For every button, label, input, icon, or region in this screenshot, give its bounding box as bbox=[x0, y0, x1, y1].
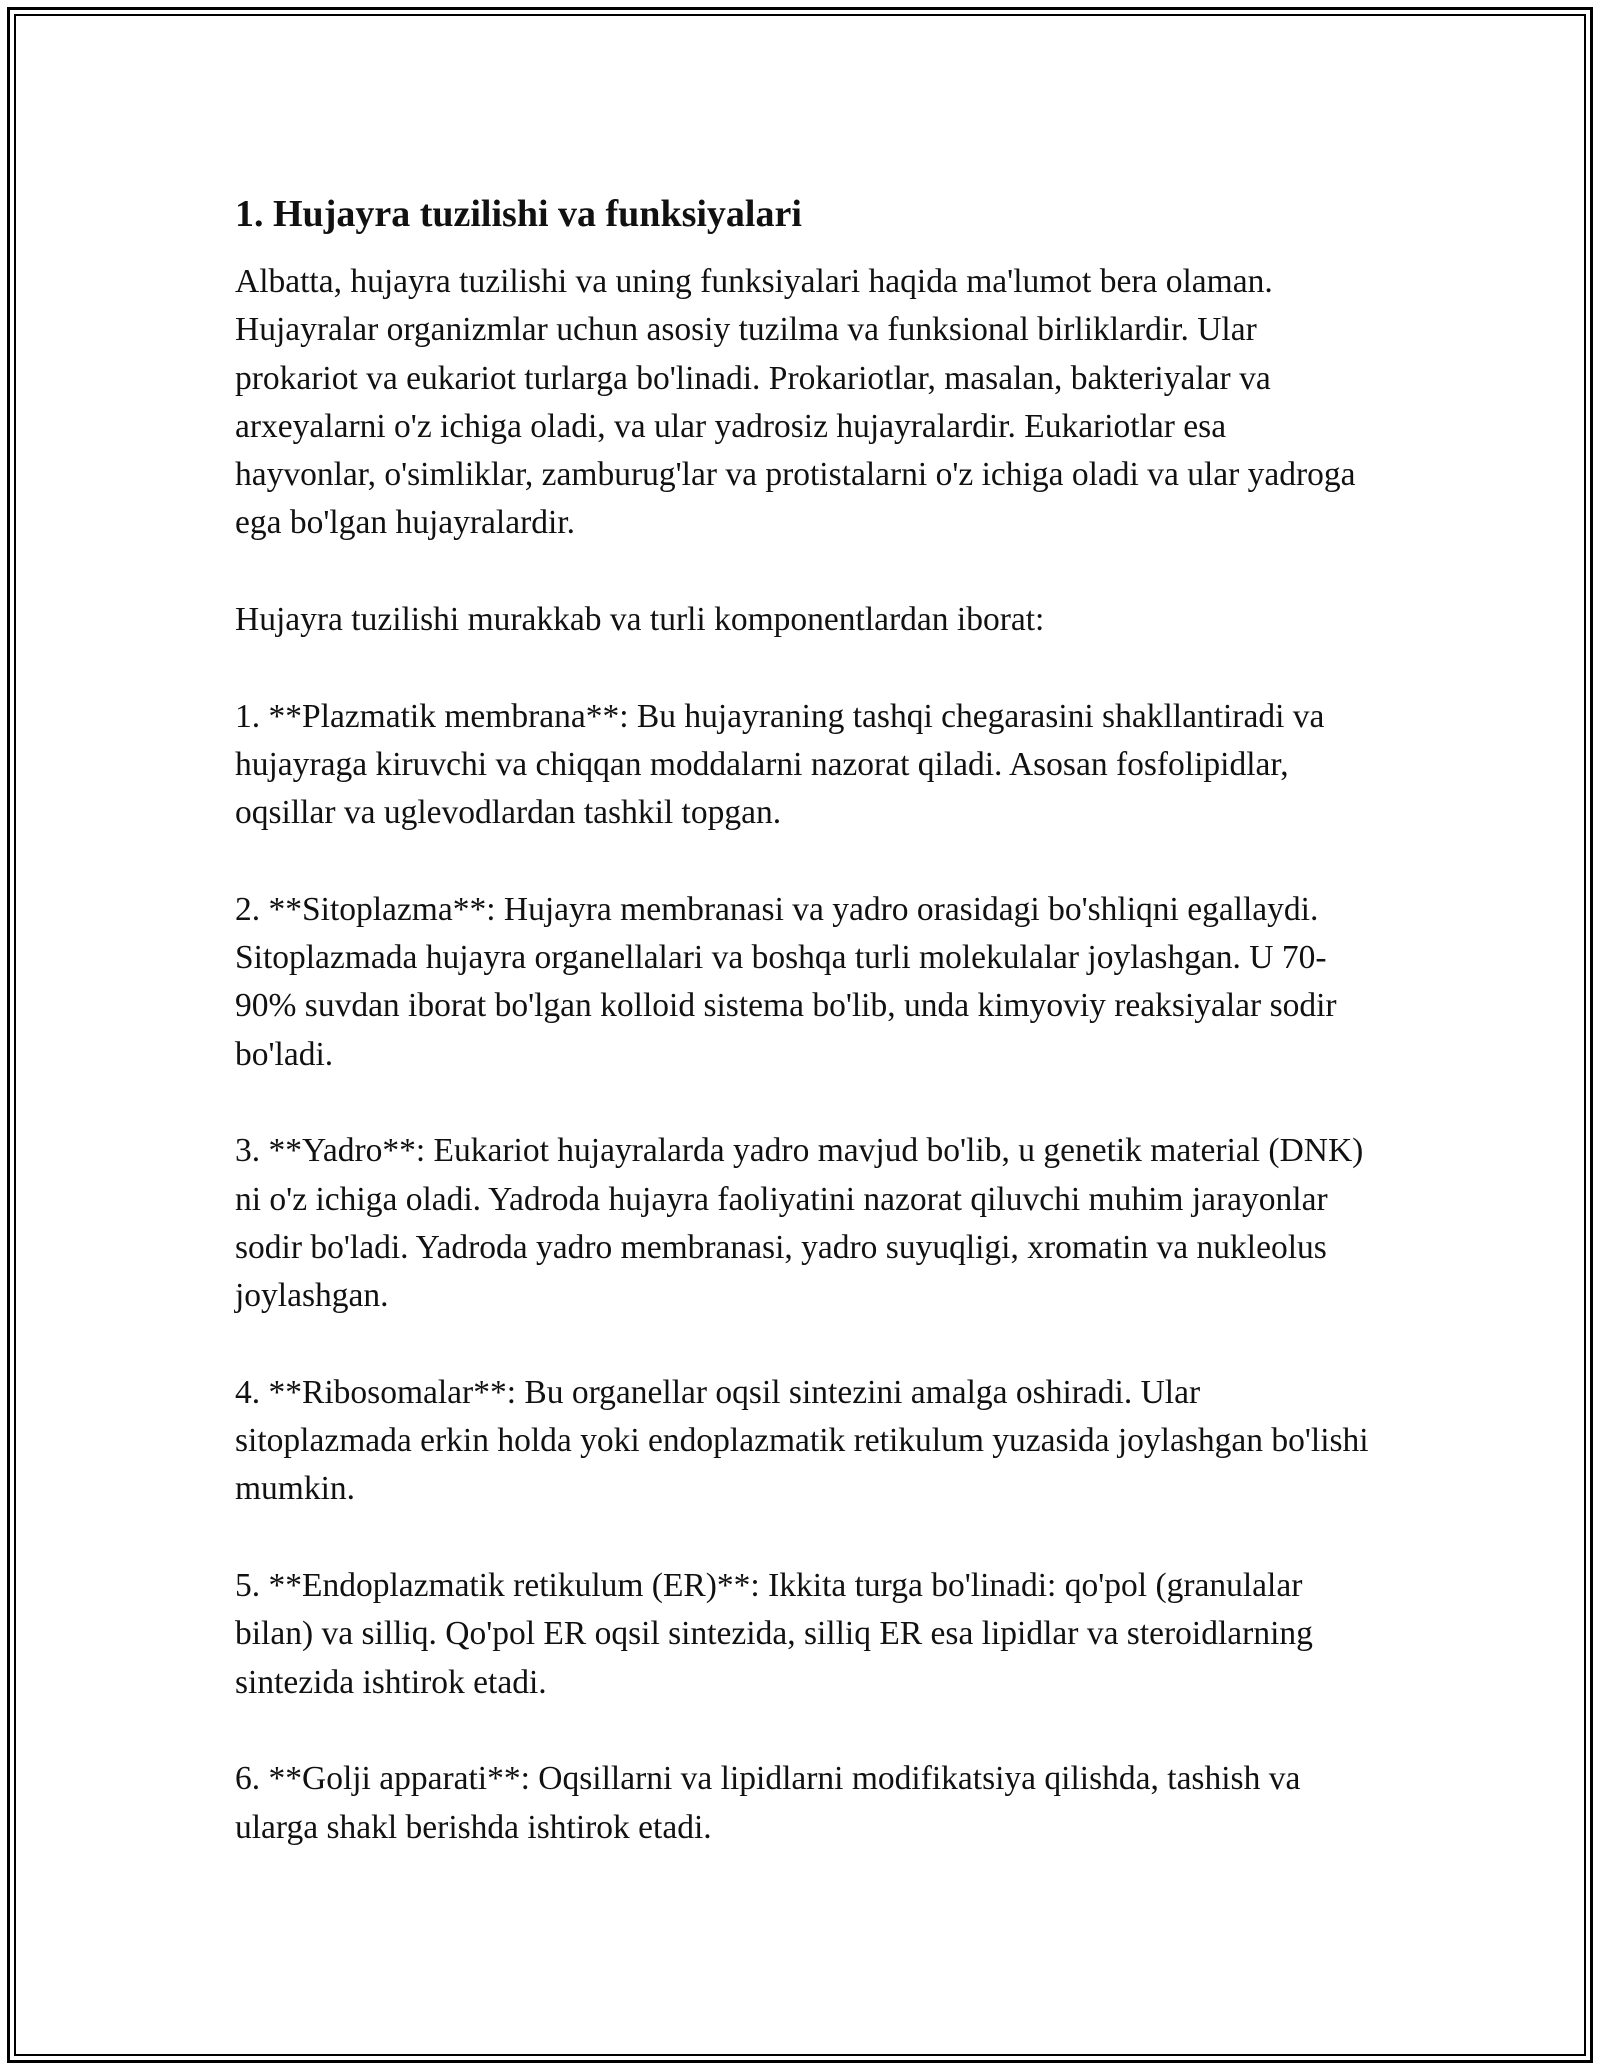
list-item-golgi-apparatus: 6. **Golji apparati**: Oqsillarni va lipidlarni modifikatsiya qilishda, tashish va ularga shakl berishda ishtirok etadi. bbox=[235, 1760, 1301, 1846]
paragraph-intro: Albatta, hujayra tuzilishi va uning funksiyalari haqida ma'lumot bera olaman. Hujayralar organizmlar uchun asosiy tuzilma va funksional birliklardir. Ular prokariot va eukariot turlarga bo'linadi. Prokariotlar, masalan, bakteriyalar va arxeyalarni o'z ichiga oladi, va ular yadrosiz hujayralardir. Eukariotlar esa hayvonlar, o'simliklar, zamburug'lar va protistalarni o'z ichiga oladi va ular yadroga ega bo'lgan hujayralardir. bbox=[235, 263, 1356, 542]
document-title: 1. Hujayra tuzilishi va funksiyalari bbox=[235, 193, 802, 235]
list-item-cytoplasm: 2. **Sitoplazma**: Hujayra membranasi va yadro orasidagi bo'shliqni egallaydi. Sitoplazmada hujayra organellalari va boshqa turli molekulalar joylashgan. U 70-90% suvdan iborat bo'lgan kolloid sistema bo'lib, unda kimyoviy reaksiyalar sodir bo'ladi. bbox=[235, 890, 1337, 1073]
list-item-endoplasmic-reticulum: 5. **Endoplazmatik retikulum (ER)**: Ikkita turga bo'linadi: qo'pol (granulalar bilan) va silliq. Qo'pol ER oqsil sintezida, silliq ER esa lipidlar va steroidlarning sintezida ishtirok etadi. bbox=[235, 1567, 1313, 1701]
paragraph-components-lead: Hujayra tuzilishi murakkab va turli komponentlardan iborat: bbox=[235, 601, 1045, 639]
list-item-nucleus: 3. **Yadro**: Eukariot hujayralarda yadro mavjud bo'lib, u genetik material (DNK) ni o'z ichiga oladi. Yadroda hujayra faoliyatini nazorat qiluvchi muhim jarayonlar sodir bo'ladi. Yadroda yadro membranasi, yadro suyuqligi, xromatin va nukleolus joylashgan. bbox=[235, 1132, 1364, 1315]
list-item-ribosomes: 4. **Ribosomalar**: Bu organellar oqsil sintezini amalga oshiradi. Ular sitoplazmada erkin holda yoki endoplazmatik retikulum yuzasida joylashgan bo'lishi mumkin. bbox=[235, 1373, 1369, 1508]
document-body bbox=[235, 188, 1375, 1900]
list-item-plasma-membrane: 1. **Plazmatik membrana**: Bu hujayraning tashqi chegarasini shakllantiradi va hujayraga kiruvchi va chiqqan moddalarni nazorat qiladi. Asosan fosfolipidlar, oqsillar va uglevodlardan tashkil topgan. bbox=[235, 697, 1325, 832]
